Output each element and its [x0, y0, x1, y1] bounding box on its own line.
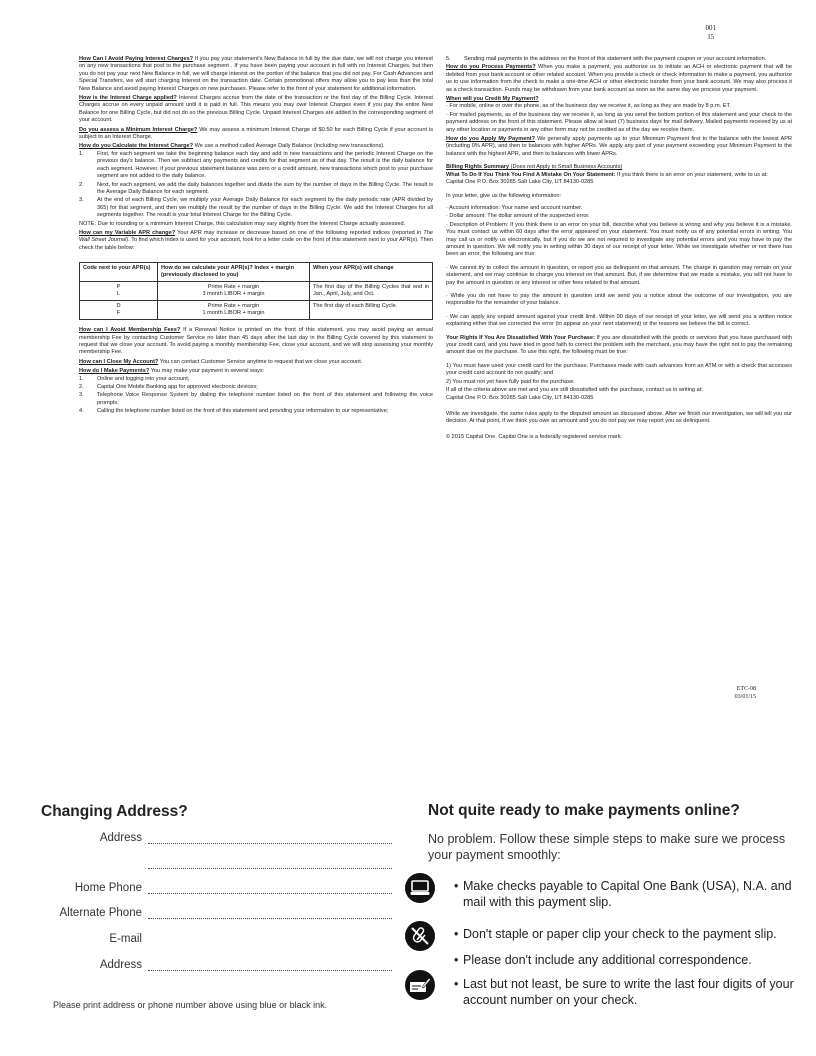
ink-note: Please print address or phone number above using blue or black ink. [53, 1000, 328, 1010]
interest-avoid-body: If you pay your statement's New Balance in full by the due date, we will not charge you interest on any new transactions that post to the purchase segment . If you have been paying your account in full with no Interest Charges, but then you do not pay your next New Balance in full, we will charge interest on the portion of the balance that you did not pay. For Cash Advances and Special Transfers, we will start charging Interest on the transaction date. Certain promotional offers may allow you to pay less than the total New Balance and avoid paying Interest Charges on new purchases. Please refer to the front of your statement for additional information. [79, 56, 433, 92]
item-text: Capital One Mobile Banking app for approved electronic devices; [97, 384, 258, 390]
payment-methods-list-cont [446, 56, 792, 63]
address-line2-row[interactable] [40, 857, 392, 871]
variable-apr-body-after: ). To find which index is used for your account, look for a letter code on the front of this statement next to your APR(s). Then check the table below: [79, 237, 433, 251]
minimum-heading: Do you assess a Minimum Interest Charge? [79, 126, 198, 133]
variable-apr-body-before: Your APR may increase or decrease based on one of the following reported indices (reported in [175, 229, 424, 236]
billing-rights-heading: Billing Rights Summary [446, 164, 510, 171]
address-field-row[interactable] [40, 832, 392, 846]
list-item [79, 384, 433, 391]
bullet: • [454, 953, 459, 967]
step-number: 3. [79, 197, 84, 204]
membership-section [79, 327, 433, 357]
address2-line[interactable] [148, 970, 392, 971]
form-code [735, 686, 756, 701]
table-cell-codes: P L [80, 282, 158, 301]
make-payments-body: You may make your payment in several ways: [149, 368, 265, 375]
email-row[interactable] [40, 933, 392, 947]
dissatisfied-item: 1) You must have used your credit card for the purchase. Purchases made with cash advances from an ATM or with a check that accesses your credit card account do not qualify; and [446, 362, 792, 377]
alternate-phone-row[interactable] [40, 907, 392, 921]
dissatisfied-address: Capital One P.O. Box 30285 Salt Lake City, UT 84130-0285 [446, 395, 594, 402]
true-item: · We can apply any unpaid amount against your credit limit. Within 90 days of our receipt of your letter, we will send you a written notice explaining either that we corrected the error (to appear on your next statement) or the reasons we believe the bill is correct. [446, 313, 792, 328]
make-payments-heading: How do I Make Payments? [79, 368, 150, 375]
close-section [79, 359, 433, 366]
variable-apr-heading: How can my Variable APR change? [79, 229, 176, 236]
step-text: First, for each segment we take the beginning balance each day and add in new transactions and the periodic Interest Charge on the previous day's balance. Then we subtract any payments and credits for that segment as of that day. The result is the daily balance for each segment. However, if your previous statement balance was zero or a credit amount, new transactions which post to your purchase segment are not added to the daily balance. [97, 150, 433, 180]
item-text: Sending mail payments to the address on the front of this statement with the payment coupon or your account information. [464, 56, 767, 62]
page-code-line2: 15 [707, 33, 715, 41]
form-code-line1: ETC-08 [736, 686, 756, 692]
payments-subtitle: No problem. Follow these simple steps to make sure we process your payment smoothly: [428, 832, 786, 862]
letter-line: · Dollar amount: The dollar amount of the suspected error. [446, 213, 590, 220]
close-heading: How can I Close My Account? [79, 358, 159, 365]
address2-row[interactable] [40, 959, 392, 973]
bullet: • [454, 977, 459, 991]
minimum-section [79, 127, 433, 142]
apply-heading: How do you Apply My Payment? [446, 136, 536, 143]
no-paperclip-icon [405, 921, 435, 951]
table-cell-change: The first day of the Billing Cycles that end in Jan., April, July, and Oct. [310, 282, 433, 301]
billing-rights-sub: (Does not Apply to Small Business Accounts) [509, 164, 623, 171]
right-column [446, 56, 792, 443]
variable-apr-section [79, 230, 433, 252]
interest-applied-body: Interest Charges accrue from the date of the transaction or the first day of the Billing Cycle. Interest Charges accrue on every unpaid amount until it is paid in full. This means you may owe Interest Charges even if you pay the entire New Balance for one Billing Cycle, but did not do so the previous Billing Cycle. Unpaid Interest Charges are added to the corresponding segment of your account. [79, 95, 433, 124]
alternate-phone-label: Alternate Phone [59, 907, 142, 919]
list-item [79, 182, 433, 197]
calculate-note: NOTE: Due to rounding or a minimum Interest Charge, this calculation may vary slightly from the Interest Charge actually assessed. [79, 220, 406, 227]
mistake-section [446, 172, 792, 179]
home-phone-line[interactable] [148, 893, 392, 894]
page-code-line1: 001 [705, 24, 716, 32]
table-header: How do we calculate your APR(s)? Index + margin (previously disclosed to you) [158, 263, 310, 282]
table-header: When your APR(s) will change [310, 263, 433, 282]
journal-name: The Wall Street Journal [79, 229, 433, 244]
address-line[interactable] [148, 843, 392, 844]
dissatisfied-item: 2) You must not yet have fully paid for the purchase. [446, 378, 575, 385]
true-item: · We cannot try to collect the amount in question, or report you as delinquent on that amount. The charge in question may remain on your statement, and we may continue to charge you interest on that amount. But, if we determine that we made a mistake, you will not have to pay the amount in question or any interest or other fees related to that amount. [446, 264, 792, 286]
interest-applied-heading: How is the Interest Charge applied? [79, 95, 177, 102]
payment-tip-text: Make checks payable to Capital One Bank (USA), N.A. and mail with this payment slip. [463, 879, 792, 909]
interest-avoid-section [79, 56, 433, 93]
payment-tip-text: Please don't include any additional correspondence. [463, 953, 752, 967]
list-item [79, 151, 433, 181]
letter-intro: In your letter, give us the following information: [446, 192, 562, 199]
item-text: Telephone Voice Response System by dialing the telephone number listed on the front of this statement and following the voice prompts; [97, 392, 433, 406]
item-text: Calling the telephone number listed on the front of this statement and providing your information to our representative; [97, 408, 389, 415]
table-cell-change: The first day of each Billing Cycle. [310, 301, 433, 320]
table-cell-calc: Prime Rate + margin 3 month LIBOR + margin [158, 282, 310, 301]
address-line-2[interactable] [148, 868, 392, 869]
payment-tip-text: Don't staple or paper clip your check to the payment slip. [463, 927, 777, 941]
process-section [446, 64, 792, 94]
address2-label: Address [99, 959, 142, 971]
make-payments-section [79, 368, 433, 375]
list-item [446, 56, 792, 63]
list-item [79, 392, 433, 407]
step-number: 2. [79, 181, 84, 188]
bullet: • [454, 927, 459, 941]
computer-icon [405, 873, 435, 903]
apr-table [79, 262, 433, 320]
email-label: E-mail [109, 933, 142, 945]
left-column [79, 56, 433, 417]
step-text: Next, for each segment, we add the daily balances together and divide the sum by the number of days in the Billing Cycle. The result is the Average Daily Balance for each segment. [97, 181, 433, 195]
interest-applied-section [79, 95, 433, 125]
interest-avoid-heading: How Can I Avoid Paying Interest Charges? [79, 56, 194, 62]
payment-tip [454, 976, 794, 1008]
calculate-steps [79, 151, 433, 220]
page-code [706, 24, 717, 42]
payment-tip [454, 878, 794, 910]
dissatisfied-section [446, 335, 792, 357]
table-cell-codes: D F [80, 301, 158, 320]
changing-address-title: Changing Address? [41, 803, 188, 820]
calculate-heading: How do you Calculate the Interest Charge? [79, 143, 194, 150]
apply-body: We generally apply payments up to your Minimum Payment first to the balance with the lowest APR (including 0% APR), and then to balances with higher APRs. We apply any part of your payment exceeding your Minimum Payment to the balance with the highest APR, and then to balances with lower APRs. [446, 136, 792, 157]
payment-methods-list [79, 376, 433, 416]
minimum-body: We may assess a minimum Interest Charge of $0.50 for each Billing Cycle if your account is subject to an Interest Charge. [79, 126, 434, 141]
bullet: • [454, 879, 459, 893]
list-item [79, 197, 433, 219]
address-label: Address [99, 832, 142, 844]
item-number: 1. [79, 375, 84, 382]
credit-line: · For mailed payments, as of the business day we receive it, as long as you send the bottom portion of this statement and your check to the payment address on the front of this statement. Please allow at least (7) business days for mail delivery. Mailed payments received by us at any other location or payments in any other form may not be credited as of the day we receive them. [446, 111, 792, 133]
mistake-body: If you think there is an error on your statement, write to us at: [615, 171, 768, 178]
close-body: You can contact Customer Service anytime to request that we close your account. [158, 358, 363, 365]
dissatisfied-criteria: If all of the criteria above are met and you are still dissatisfied with the purchase, contact us in writing at: [446, 387, 703, 394]
list-item [79, 376, 433, 383]
letter-line: · Description of Problem: If you think there is an error on your bill, describe what you believe is wrong and why you believe it is a mistake. You must contact us within 60 days after the error appeared on your statement. You must notify us of any potential errors in writing. You may call us or notify us electronically, but if you do we are not required to investigate any potential errors and you may have to pay the amount in question. We will notify you in writing within 30 days of our receipt of your letter. While we investigate whether or not there has been an error, the following are true: [446, 221, 792, 258]
credit-heading: When will you Credit My Payment? [446, 96, 539, 103]
membership-heading: How can I Avoid Membership Fees? [79, 327, 181, 334]
table-header: Code next to your APR(s) [80, 263, 158, 282]
step-text: At the end of each Billing Cycle, we multiply your Average Daily Balance for each segment by the daily periodic rate (APR divided by 365) for that segment, and then we multiply the result by the number of days in the Billing Cycle. We add the Interest Charges for all segments together. The result is your total Interest Charge for the Billing Cycle. [97, 197, 433, 219]
calculate-body: We use a method called Average Daily Balance (including new transactions). [193, 143, 385, 150]
letter-line: · Account information: Your name and account number. [446, 204, 583, 211]
table-header-row [80, 263, 433, 282]
home-phone-label: Home Phone [74, 882, 142, 894]
credit-line: · For mobile, online or over the phone, as of the business day we receive it, as long as they are made by 8 p.m. ET. [446, 103, 731, 110]
credit-heading-line [446, 96, 792, 103]
dissatisfied-body: If you are dissatisfied with the goods or services that you have purchased with your credit card, and you have tried in good faith to correct the problem with the merchant, you may have the right not to pay the remaining amount due on the purchase. To use this right, the following must be true: [446, 334, 792, 356]
membership-body: If a Renewal Notice is printed on the front of this statement, you may avoid paying an annual membership Fee by contacting Customer Service no later than 45 days after the last day in the Billing Cycle covered by this statement to request that we close your account. To avoid paying a monthly membership Fee, close your account, and we will stop assessing your monthly membership Fee. [79, 327, 433, 356]
dissatisfied-heading: Your Rights If You Are Dissatisfied With Your Purchase: [446, 334, 595, 341]
process-heading: How do you Process Payments? [446, 64, 536, 71]
payment-tip [454, 952, 794, 968]
step-number: 1. [79, 150, 84, 157]
process-body: When you make a payment, you authorize us to initiate an ACH or electronic payment that will be debited from your bank account or other related account. When you provide a check or check information to make a payment, you authorize us to use information from the check to make a one-time ACH or other electronic transfer from your bank account. We may also process it as a check transaction. Funds may be withdrawn from your bank account as soon as the same day we process your payment. [446, 64, 792, 93]
mistake-address: Capital One P.O. Box 30285 Salt Lake City, UT 84130-0285 [446, 179, 594, 186]
item-number: 4. [79, 408, 84, 415]
item-text: Online and logging into your account; [97, 375, 190, 382]
list-item [79, 408, 433, 415]
table-cell-calc: Prime Rate + margin 1 month LIBOR + margin [158, 301, 310, 320]
billing-rights-title [446, 164, 792, 171]
form-code-line2: 03/01/15 [734, 693, 756, 700]
home-phone-row[interactable] [40, 882, 392, 896]
payment-tip-text: Last but not least, be sure to write the last four digits of your account number on your check. [463, 977, 794, 1007]
table-row [80, 301, 433, 320]
payment-tip [454, 926, 794, 942]
alternate-phone-line[interactable] [148, 918, 392, 919]
payments-title: Not quite ready to make payments online? [428, 802, 740, 819]
item-number: 3. [79, 392, 84, 399]
calculate-section [79, 143, 433, 150]
item-number: 5. [446, 56, 451, 62]
table-row [80, 282, 433, 301]
copyright: © 2015 Capital One. Capital One is a federally registered service mark. [446, 433, 623, 440]
investigate-text: While we investigate, the same rules apply to the disputed amount as discussed above. After we finish our investigation, we will tell you our decision. At that point, if we think you owe an amount and you do not pay we may report you as delinquent. [446, 410, 792, 425]
apply-section [446, 136, 792, 158]
write-check-icon [405, 970, 435, 1000]
item-number: 2. [79, 384, 84, 390]
true-item: · While you do not have to pay the amount in question until we send you a notice about the outcome of our investigation, you are responsible for the remainder of your balance. [446, 292, 792, 307]
mistake-heading: What To Do If You Think You Find A Mistake On Your Statement: [446, 171, 616, 178]
